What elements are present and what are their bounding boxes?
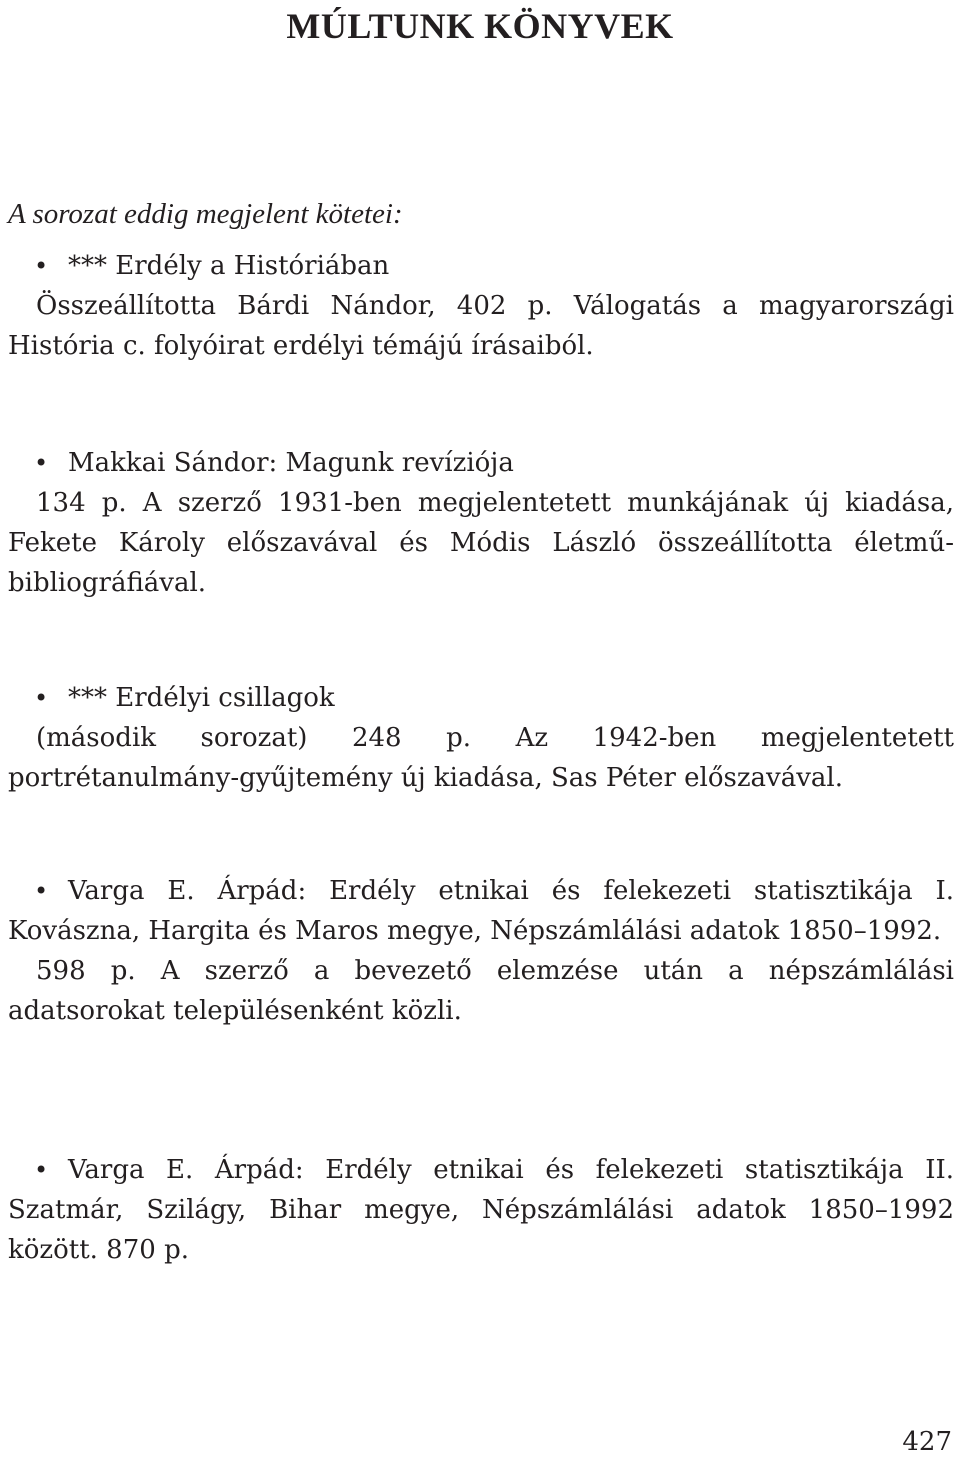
book-title: Makkai Sándor: Magunk revíziója: [68, 448, 514, 478]
bullet-icon: •: [34, 684, 49, 712]
book-description: Összeállította Bárdi Nándor, 402 p. Válogatás a magyarországi História c. folyóirat erdélyi témájú írásaiból.: [8, 291, 954, 361]
bullet-icon: •: [34, 1156, 49, 1184]
book-title: Varga E. Árpád: Erdély etnikai és felekezeti statisztikája II. Szatmár, Szilágy, Bihar megye, Népszámlálási adatok 1850–1992 között. 870 p.: [8, 1155, 954, 1265]
book-title: Varga E. Árpád: Erdély etnikai és felekezeti statisztikája I. Kovászna, Hargita és Maros megye, Népszámlálási adatok 1850–1992.: [8, 876, 954, 946]
book-description: 598 p. A szerző a bevezető elemzése után a népszámlálási adatsorokat településenként közli.: [8, 956, 954, 1026]
page-number: 427: [902, 1427, 952, 1457]
book-entry: [8, 678, 954, 798]
book-description: (második sorozat) 248 p. Az 1942-ben megjelentetett portrétanulmány-gyűjtemény új kiadása, Sas Péter előszavával.: [8, 723, 954, 793]
book-title-line: [8, 443, 954, 483]
book-title-line: [8, 246, 954, 286]
bullet-icon: •: [34, 449, 49, 477]
book-entry: [8, 443, 954, 603]
book-title-line: [8, 871, 954, 951]
bullet-icon: •: [34, 252, 49, 280]
book-entry: [8, 871, 954, 1031]
book-title-line: [8, 1150, 954, 1270]
book-entry: [8, 1150, 954, 1270]
series-intro: A sorozat eddig megjelent kötetei:: [8, 198, 403, 230]
page-title: MÚLTUNK KÖNYVEK: [286, 6, 674, 46]
book-title-line: [8, 678, 954, 718]
book-entry: [8, 246, 954, 366]
book-title: *** Erdély a Históriában: [68, 251, 390, 281]
bullet-icon: •: [34, 877, 49, 905]
book-title: *** Erdélyi csillagok: [68, 683, 335, 713]
book-description: 134 p. A szerző 1931-ben megjelentetett munkájának új kiadása, Fekete Károly előszavával és Módis László összeállította életmű-bibliográfiával.: [8, 488, 954, 598]
